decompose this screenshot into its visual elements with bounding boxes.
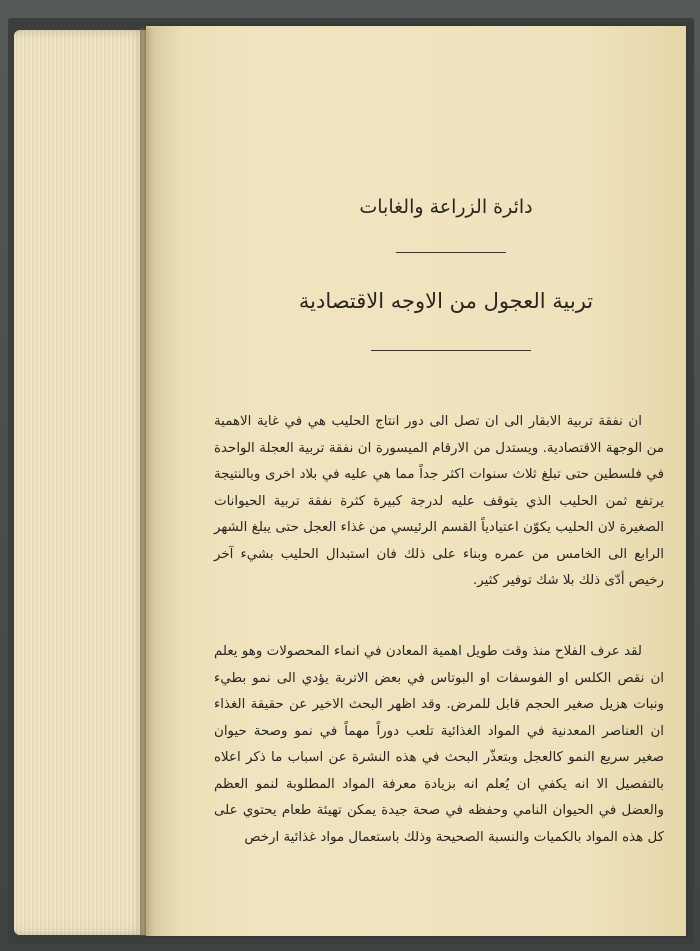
article-title: تربية العجول من الاوجه الاقتصادية [298,289,594,313]
page-stack-edge [14,30,146,935]
book-page [146,26,686,936]
page-gutter [140,28,154,936]
page-content [146,26,686,936]
body-paragraph-2: لقد عرف الفلاح منذ وقت طويل اهمية المعادن في انماء المحصولات وهو يعلم ان نقص الكلس او الفوسفات او البوتاس في بعض الاتربة يؤدي الى نمو بطيء ونبات هزيل صغير الحجم قابل للمرض. وقد اظهر البحث الاخير عن حقيقة الغذاء ان العناصر المعدنية في المواد الغذائية تلعب دوراً مهماً في نمو وصحة حيوان صغير سريع النمو كالعجل وبتعذّر البحث في هذه النشرة عن اسباب ما ذكر اعلاه بالتفصيل الا انه يكفي ان يُعلم انه بزيادة معرفة المواد المطلوبة لنمو العظم والعضل في الحيوان النامي وحفظه في صحة جيدة يمكن تهيئة طعام يحتوي على كل هذه المواد بالكميات والنسبة الصحيحة وذلك باستعمال مواد غذائية ارخص [214,644,664,845]
department-title: دائرة الزراعة والغابات [359,196,533,218]
title-divider-top [396,252,506,253]
title-divider-bottom [371,350,531,351]
body-paragraph-1: ان نفقة تربية الابقار الى ان تصل الى دور انتاج الحليب هي في غاية الاهمية من الوجهة الاقتصادية. ويستدل من الارقام الميسورة ان نفقة تربية العجلة الواحدة في فلسطين حتى تبلغ ثلاث سنوات اكثر جداً مما هي عليه في بلاد اخرى وبالنتيجة يرتفع ثمن الحليب الذي يتوقف عليه لدرجة كبيرة كثرة نفقة تربية الحيوانات الصغيرة لان الحليب يكوّن اعتيادياً القسم الرئيسي من غذاء العجل حتى يبلغ الشهر الرابع الى الخامس من عمره وبناء على ذلك فان استبدال الحليب بشيء آخر رخيص أدّى ذلك بلا شك توفير كثير. [214,414,664,589]
